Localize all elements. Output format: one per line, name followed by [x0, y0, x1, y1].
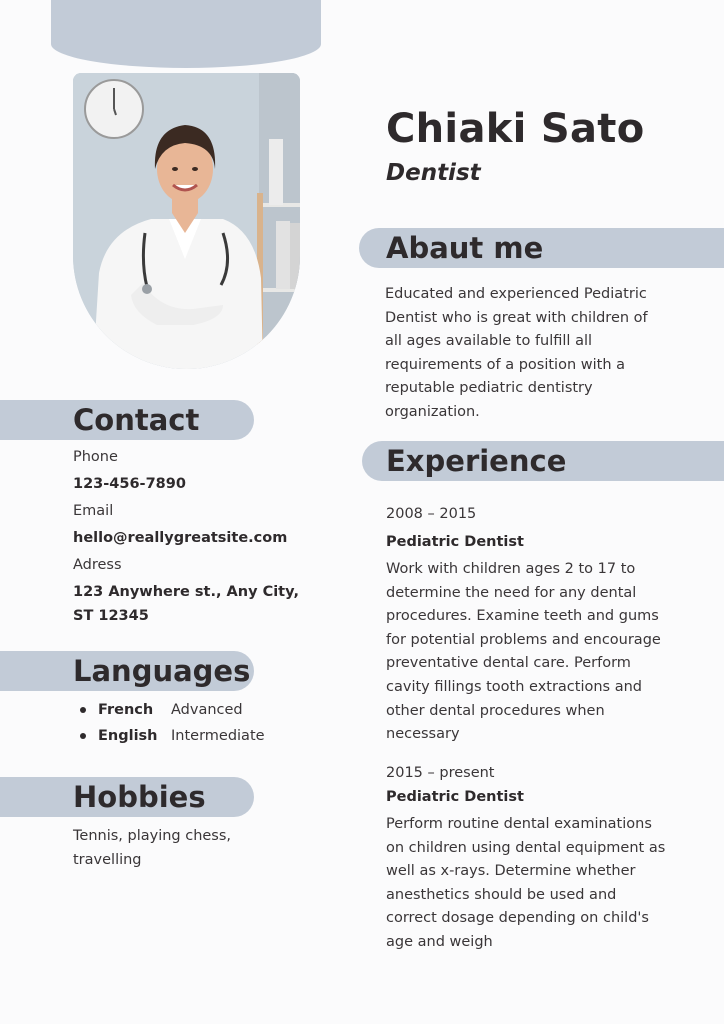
job-2-title: Pediatric Dentist	[386, 789, 524, 805]
bullet-icon	[80, 707, 86, 713]
job-1-line: Work with children ages 2 to 17 to	[386, 561, 636, 577]
job-1-line: necessary	[386, 726, 460, 743]
phone-value: 123-456-7890	[73, 476, 186, 492]
candidate-title: Dentist	[386, 160, 481, 186]
candidate-name: Chiaki Sato	[386, 106, 645, 152]
phone-label: Phone	[73, 449, 118, 465]
language-item	[80, 697, 265, 723]
job-1-line: for potential problems and encourage	[386, 631, 661, 648]
about-line: requirements of a position with a	[385, 356, 626, 373]
top-decorative-tab	[51, 0, 321, 68]
job-2-dates: 2015 – present	[386, 765, 495, 781]
experience-heading: Experience	[386, 444, 567, 478]
job-1-line: cavity fillings tooth extractions and	[386, 678, 643, 695]
languages-list	[80, 697, 265, 749]
about-line: organization.	[385, 403, 480, 420]
job-1-line: other dental procedures when	[386, 702, 605, 719]
contact-heading: Contact	[73, 403, 200, 437]
about-heading: Abaut me	[386, 231, 544, 265]
job-1-line: procedures. Examine teeth and gums	[386, 608, 659, 625]
language-name: French	[98, 702, 154, 718]
about-heading-banner	[359, 228, 724, 268]
about-line: reputable pediatric dentistry	[385, 380, 593, 397]
job-1-line: determine the need for any dental	[386, 584, 637, 601]
job-1-dates: 2008 – 2015	[386, 506, 477, 522]
experience-heading-banner	[362, 441, 724, 481]
about-text	[385, 283, 648, 425]
address-label: Adress	[73, 557, 122, 573]
address-line-1: 123 Anywhere st., Any City,	[73, 584, 299, 600]
language-level: Advanced	[171, 702, 243, 718]
languages-heading-banner	[0, 651, 254, 691]
job-2-line: anesthetics should be used and	[386, 886, 617, 903]
job-2-line: on children using dental equipment as	[386, 839, 666, 856]
job-1-description	[386, 558, 661, 747]
contact-heading-banner	[0, 400, 254, 440]
hobbies-text	[73, 825, 231, 872]
hobbies-heading: Hobbies	[73, 780, 206, 814]
about-line: Dentist who is great with children of	[385, 309, 648, 326]
job-2-description	[386, 813, 665, 955]
language-item	[80, 723, 265, 749]
languages-heading: Languages	[73, 654, 251, 688]
language-name: English	[98, 728, 158, 744]
email-value: hello@reallygreatsite.com	[73, 530, 288, 546]
hobbies-line: travelling	[73, 851, 142, 868]
job-2-line: correct dosage depending on child's	[386, 910, 649, 927]
email-label: Email	[73, 503, 114, 519]
hobbies-heading-banner	[0, 777, 254, 817]
job-1-title: Pediatric Dentist	[386, 534, 524, 550]
about-line: Educated and experienced Pediatric	[385, 286, 647, 302]
bullet-icon	[80, 733, 86, 739]
job-1-line: preventative dental care. Perform	[386, 655, 631, 672]
job-2-line: Perform routine dental examinations	[386, 816, 652, 832]
address-line-2: ST 12345	[73, 608, 149, 624]
doctor-portrait-image	[73, 73, 300, 369]
language-level: Intermediate	[171, 728, 265, 744]
job-2-line: well as x-rays. Determine whether	[386, 863, 636, 880]
job-2-line: age and weigh	[386, 933, 493, 950]
hobbies-line: Tennis, playing chess,	[73, 828, 232, 844]
profile-photo	[73, 73, 300, 369]
about-line: all ages available to fulfill all	[385, 333, 593, 350]
